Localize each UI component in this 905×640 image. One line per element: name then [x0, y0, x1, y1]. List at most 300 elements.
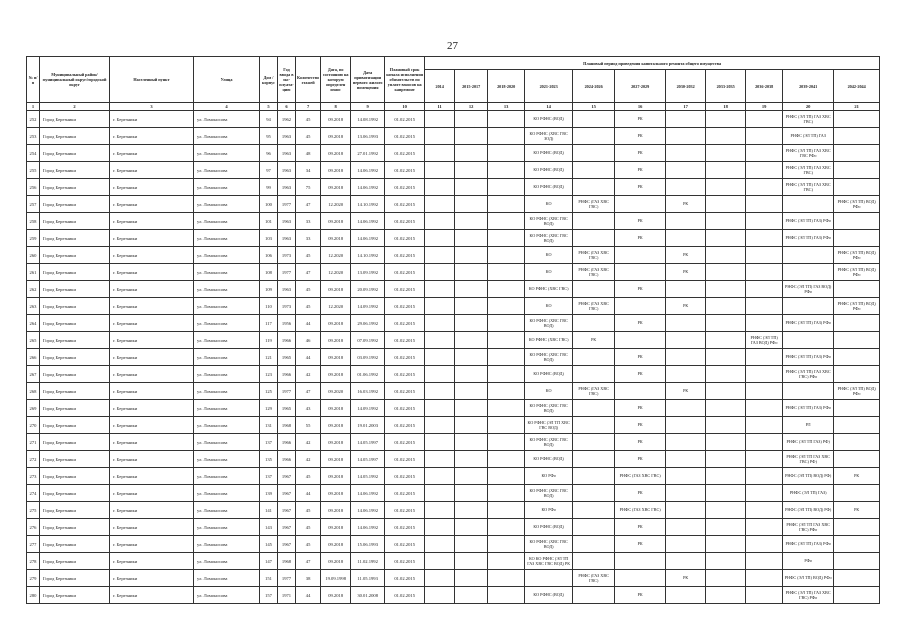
cell-priv-date: 13.09.1992	[351, 264, 385, 281]
cell-locality: г. Березники	[110, 383, 194, 400]
cell-street: ул. Ломоносова	[194, 383, 260, 400]
cell-period: РНФС (ГАЗ ХВС ГВС)	[615, 468, 666, 485]
cell-n: 257	[27, 196, 40, 213]
cell-n: 263	[27, 298, 40, 315]
cell-period	[425, 485, 455, 502]
cell-period	[573, 502, 615, 519]
cell-house: 123	[260, 366, 278, 383]
cell-district: Город Березники	[40, 179, 110, 196]
cell-street: ул. Ломоносова	[194, 281, 260, 298]
table-row	[27, 298, 880, 315]
cell-period	[706, 400, 746, 417]
cell-priv-date: 20.09.1992	[351, 281, 385, 298]
cell-period: КО КО РФНС (ЭЛ ТП ГАЗ ХВС ГВС ВОД) РК	[525, 553, 573, 570]
cell-period	[573, 366, 615, 383]
cell-house: 95	[260, 128, 278, 145]
cell-period: РНФС (ЭЛ ТП) ГАЗ)	[783, 485, 834, 502]
cell-locality: г. Березники	[110, 230, 194, 247]
table-row	[27, 400, 880, 417]
cell-period: РНФС (ЭЛ ТП) ВОД) РФо	[834, 298, 880, 315]
cell-n: 256	[27, 179, 40, 196]
cell-year: 1973	[278, 247, 296, 264]
cell-period	[455, 383, 488, 400]
cell-district: Город Березники	[40, 519, 110, 536]
cell-period	[706, 485, 746, 502]
cell-n: 270	[27, 417, 40, 434]
cell-period	[666, 213, 706, 230]
cell-period	[573, 349, 615, 366]
cell-period	[706, 247, 746, 264]
cell-period	[488, 247, 525, 264]
cell-period	[455, 247, 488, 264]
cell-period	[573, 485, 615, 502]
cell-street: ул. Ломоносова	[194, 366, 260, 383]
cell-floors: 45	[296, 128, 321, 145]
column-number-cell: 13	[488, 103, 525, 111]
cell-district: Город Березники	[40, 502, 110, 519]
cell-period	[834, 128, 880, 145]
cell-period	[746, 468, 783, 485]
cell-year: 1977	[278, 570, 296, 587]
header-period-cell: 2030-2032	[666, 70, 706, 103]
cell-wear-date: 09.2020	[321, 383, 351, 400]
cell-period	[425, 587, 455, 604]
cell-period	[834, 281, 880, 298]
cell-period	[488, 298, 525, 315]
column-number-cell: 3	[110, 103, 194, 111]
cell-priv-date: 30.01.2008	[351, 587, 385, 604]
column-number-cell: 21	[834, 103, 880, 111]
cell-period: КО РФНС (ХВС ГВС ВОД)	[525, 349, 573, 366]
cell-priv-date: 14.06.1992	[351, 213, 385, 230]
column-number-cell: 9	[351, 103, 385, 111]
cell-wear-date: 09.2018	[321, 111, 351, 128]
cell-street: ул. Ломоносова	[194, 400, 260, 417]
cell-floors: 33	[296, 213, 321, 230]
cell-period: РНФС (ЭЛ ТП) ВОД) РФо	[834, 196, 880, 213]
cell-period	[746, 128, 783, 145]
cell-period: КО РФНС (ВОД)	[525, 179, 573, 196]
cell-start: 01.02.2015	[385, 400, 425, 417]
cell-period	[834, 587, 880, 604]
cell-floors: 33	[296, 230, 321, 247]
cell-street: ул. Ломоносова	[194, 485, 260, 502]
cell-period	[573, 468, 615, 485]
table-row	[27, 179, 880, 196]
cell-start: 01.02.2015	[385, 536, 425, 553]
cell-period	[573, 145, 615, 162]
cell-period	[425, 281, 455, 298]
cell-period	[834, 179, 880, 196]
cell-district: Город Березники	[40, 366, 110, 383]
cell-priv-date: 27.01.1992	[351, 145, 385, 162]
cell-period	[783, 196, 834, 213]
cell-period	[746, 417, 783, 434]
header-cell: Дом / корпус	[260, 57, 278, 103]
table-row	[27, 434, 880, 451]
cell-period	[573, 434, 615, 451]
cell-locality: г. Березники	[110, 485, 194, 502]
cell-period: РК	[615, 451, 666, 468]
cell-period: КО РФНС (ВОД)	[525, 451, 573, 468]
table-row	[27, 485, 880, 502]
cell-house: 94	[260, 111, 278, 128]
header-period-cell: 2014	[425, 70, 455, 103]
cell-period	[706, 264, 746, 281]
cell-period	[615, 383, 666, 400]
cell-year: 1971	[278, 587, 296, 604]
cell-wear-date: 09.2018	[321, 145, 351, 162]
cell-district: Город Березники	[40, 570, 110, 587]
cell-period	[488, 332, 525, 349]
cell-period	[488, 196, 525, 213]
cell-period: РНФС (ГАЗ ХВС ГВС)	[573, 383, 615, 400]
cell-period	[488, 434, 525, 451]
cell-priv-date: 01.06.1992	[351, 366, 385, 383]
cell-start: 01.02.2015	[385, 434, 425, 451]
cell-n: 275	[27, 502, 40, 519]
column-number-cell: 5	[260, 103, 278, 111]
cell-period	[746, 366, 783, 383]
cell-period	[746, 485, 783, 502]
cell-period	[615, 553, 666, 570]
cell-house: 96	[260, 145, 278, 162]
cell-street: ул. Ломоносова	[194, 111, 260, 128]
cell-period	[706, 383, 746, 400]
cell-period	[666, 536, 706, 553]
cell-district: Город Березники	[40, 281, 110, 298]
cell-period	[706, 468, 746, 485]
cell-street: ул. Ломоносова	[194, 145, 260, 162]
cell-period: РНФС (ЭЛ ТП) ГАЗ ВОД) РФо	[783, 281, 834, 298]
cell-district: Город Березники	[40, 145, 110, 162]
cell-period	[455, 417, 488, 434]
cell-house: 100	[260, 196, 278, 213]
cell-n: 269	[27, 400, 40, 417]
cell-period	[455, 536, 488, 553]
cell-period	[746, 111, 783, 128]
cell-period: РНФС (ЭЛ ТП ГАЗ) РФ)	[783, 434, 834, 451]
cell-period: РК	[615, 349, 666, 366]
cell-period: РК	[666, 298, 706, 315]
table-row	[27, 587, 880, 604]
header-cell: Плановый срок начала исполнения обязательств по уплате взносов на капремонт	[385, 57, 425, 103]
cell-house: 121	[260, 349, 278, 366]
cell-period	[834, 213, 880, 230]
cell-period	[783, 264, 834, 281]
cell-locality: г. Березники	[110, 434, 194, 451]
cell-period	[455, 587, 488, 604]
cell-period	[746, 570, 783, 587]
cell-period	[746, 213, 783, 230]
cell-priv-date: 19.01.2003	[351, 417, 385, 434]
cell-n: 271	[27, 434, 40, 451]
cell-locality: г. Березники	[110, 128, 194, 145]
cell-wear-date: 09.2018	[321, 162, 351, 179]
cell-period	[666, 111, 706, 128]
cell-period	[455, 128, 488, 145]
cell-year: 1977	[278, 196, 296, 213]
cell-street: ул. Ломоносова	[194, 468, 260, 485]
cell-floors: 45	[296, 281, 321, 298]
column-number-cell: 7	[296, 103, 321, 111]
cell-year: 1963	[278, 162, 296, 179]
cell-wear-date: 12.2020	[321, 298, 351, 315]
cell-period	[615, 196, 666, 213]
cell-district: Город Березники	[40, 230, 110, 247]
cell-floors: 43	[296, 400, 321, 417]
cell-n: 272	[27, 451, 40, 468]
cell-district: Город Березники	[40, 247, 110, 264]
cell-period: РК	[615, 111, 666, 128]
table-row	[27, 366, 880, 383]
header-cell: Дата приватизации первого жилого помещения	[351, 57, 385, 103]
header-period-cell: 2021-2023	[525, 70, 573, 103]
cell-street: ул. Ломоносова	[194, 247, 260, 264]
cell-wear-date: 09.2018	[321, 230, 351, 247]
cell-period	[425, 451, 455, 468]
cell-district: Город Березники	[40, 332, 110, 349]
column-number-cell: 12	[455, 103, 488, 111]
cell-period: КО	[525, 196, 573, 213]
cell-street: ул. Ломоносова	[194, 519, 260, 536]
cell-period	[425, 111, 455, 128]
cell-start: 01.02.2015	[385, 196, 425, 213]
cell-start: 01.02.2015	[385, 383, 425, 400]
cell-period: КО РФо	[525, 468, 573, 485]
cell-period	[573, 128, 615, 145]
cell-period: РК	[834, 502, 880, 519]
cell-period	[834, 417, 880, 434]
cell-period	[488, 451, 525, 468]
cell-priv-date: 14.08.1992	[351, 111, 385, 128]
cell-period: РНФС (ЭЛ ТП) ГАЗ ХВС ГВС РФо	[783, 145, 834, 162]
cell-house: 97	[260, 162, 278, 179]
cell-priv-date: 11.05.1993	[351, 570, 385, 587]
cell-wear-date: 09.2018	[321, 519, 351, 536]
cell-period: РК	[666, 196, 706, 213]
cell-period	[746, 434, 783, 451]
cell-start: 01.02.2015	[385, 315, 425, 332]
cell-floors: 44	[296, 349, 321, 366]
cell-priv-date: 14.10.1992	[351, 247, 385, 264]
cell-locality: г. Березники	[110, 332, 194, 349]
cell-period: КО РФНС (ХВС ГВС ВОД)	[525, 213, 573, 230]
cell-period: РК	[834, 468, 880, 485]
column-number-row	[27, 103, 880, 111]
column-number-cell: 18	[706, 103, 746, 111]
cell-period	[573, 417, 615, 434]
cell-period	[425, 536, 455, 553]
cell-floors: 42	[296, 366, 321, 383]
cell-period	[425, 400, 455, 417]
cell-period: РНФС (ЭЛ ТП) ГАЗ ХВС ГВС)	[783, 162, 834, 179]
cell-period	[488, 128, 525, 145]
cell-wear-date: 09.2018	[321, 434, 351, 451]
cell-period	[488, 417, 525, 434]
cell-period	[615, 332, 666, 349]
cell-period	[425, 128, 455, 145]
capital-repair-table-container	[26, 56, 880, 604]
cell-period	[834, 162, 880, 179]
table-row	[27, 502, 880, 519]
cell-floors: 55	[296, 417, 321, 434]
cell-period	[746, 587, 783, 604]
cell-period	[666, 434, 706, 451]
cell-period: РК	[615, 400, 666, 417]
cell-period	[455, 366, 488, 383]
cell-priv-date: 14.05.1997	[351, 451, 385, 468]
cell-period	[455, 111, 488, 128]
cell-n: 261	[27, 264, 40, 281]
cell-period: РНФС (ГАЗ ХВС ГВС)	[573, 298, 615, 315]
cell-period	[573, 400, 615, 417]
cell-district: Город Березники	[40, 417, 110, 434]
page-number: 27	[447, 40, 458, 52]
cell-n: 255	[27, 162, 40, 179]
header-cell: Количество этажей	[296, 57, 321, 103]
cell-period: РНФС (ЭЛ ТП) ВОД) РФо	[783, 570, 834, 587]
cell-locality: г. Березники	[110, 570, 194, 587]
cell-wear-date: 09.2018	[321, 417, 351, 434]
cell-period	[455, 179, 488, 196]
cell-period	[666, 281, 706, 298]
cell-year: 1977	[278, 383, 296, 400]
cell-period	[488, 349, 525, 366]
cell-floors: 45	[296, 502, 321, 519]
cell-wear-date: 09.2018	[321, 128, 351, 145]
cell-period: РК	[666, 383, 706, 400]
cell-period	[425, 247, 455, 264]
cell-year: 1963	[278, 213, 296, 230]
cell-n: 273	[27, 468, 40, 485]
cell-start: 01.02.2015	[385, 179, 425, 196]
cell-house: 151	[260, 570, 278, 587]
cell-period	[706, 502, 746, 519]
cell-period: КО РФНС (ХВС ГВС ВОД)	[525, 434, 573, 451]
cell-period: РНФС (ЭЛ ТП) ГАЗ) РФо	[783, 349, 834, 366]
cell-period	[425, 230, 455, 247]
cell-period: РНФС (ЭЛ ТП) ГАЗ ХВС ГВС)	[783, 179, 834, 196]
cell-wear-date: 09.2018	[321, 536, 351, 553]
header-period-cell: 2024-2026	[573, 70, 615, 103]
cell-n: 279	[27, 570, 40, 587]
table-row	[27, 264, 880, 281]
cell-street: ул. Ломоносова	[194, 298, 260, 315]
cell-priv-date: 16.03.1992	[351, 383, 385, 400]
cell-period	[746, 451, 783, 468]
cell-district: Город Березники	[40, 349, 110, 366]
cell-period: РНФС (ЭЛ ТП ГАЗ ХВС ГВС) РФо	[783, 519, 834, 536]
column-number-cell: 6	[278, 103, 296, 111]
cell-year: 1966	[278, 451, 296, 468]
cell-period	[573, 179, 615, 196]
cell-period	[425, 332, 455, 349]
table-row	[27, 213, 880, 230]
cell-period	[706, 519, 746, 536]
cell-period: РНФС (ГАЗ ХВС ГВС)	[615, 502, 666, 519]
cell-period	[834, 332, 880, 349]
cell-floors: 46	[296, 332, 321, 349]
cell-period	[425, 502, 455, 519]
cell-period	[488, 111, 525, 128]
cell-period: РНФС (ЭЛ ТП) ВОД) РФ)	[783, 468, 834, 485]
cell-period	[834, 553, 880, 570]
header-cell: Улица	[194, 57, 260, 103]
cell-house: 129	[260, 400, 278, 417]
cell-period	[488, 366, 525, 383]
cell-period: КО РФНС (ВОД)	[525, 162, 573, 179]
cell-start: 01.02.2015	[385, 587, 425, 604]
cell-period	[488, 502, 525, 519]
cell-period	[455, 230, 488, 247]
cell-floors: 45	[296, 298, 321, 315]
cell-period: РНФС (ГАЗ ХВС ГВС)	[573, 570, 615, 587]
cell-period	[615, 264, 666, 281]
cell-start: 01.02.2015	[385, 128, 425, 145]
cell-period: РНФС (ЭЛ ТП) ГАЗ ХВС ГВС) РФо	[783, 366, 834, 383]
cell-floors: 48	[296, 145, 321, 162]
cell-period	[706, 366, 746, 383]
cell-priv-date: 03.09.1992	[351, 349, 385, 366]
cell-year: 1967	[278, 536, 296, 553]
table-row	[27, 315, 880, 332]
cell-house: 147	[260, 553, 278, 570]
header-row-top	[27, 57, 880, 70]
cell-period	[488, 553, 525, 570]
header-period-cell: 2018-2020	[488, 70, 525, 103]
cell-house: 145	[260, 536, 278, 553]
cell-year: 1963	[278, 230, 296, 247]
cell-start: 01.02.2015	[385, 281, 425, 298]
cell-period	[706, 213, 746, 230]
cell-year: 1967	[278, 485, 296, 502]
cell-start: 01.02.2015	[385, 519, 425, 536]
table-row	[27, 451, 880, 468]
cell-house: 117	[260, 315, 278, 332]
cell-period	[488, 145, 525, 162]
cell-house: 143	[260, 519, 278, 536]
cell-period	[746, 536, 783, 553]
table-row	[27, 247, 880, 264]
cell-period	[425, 417, 455, 434]
column-number-cell: 10	[385, 103, 425, 111]
cell-period	[666, 417, 706, 434]
cell-period	[573, 162, 615, 179]
cell-district: Город Березники	[40, 315, 110, 332]
cell-start: 01.02.2015	[385, 247, 425, 264]
cell-period	[666, 145, 706, 162]
cell-period: РК	[615, 536, 666, 553]
cell-period	[666, 315, 706, 332]
cell-period	[488, 230, 525, 247]
cell-floors: 45	[296, 247, 321, 264]
cell-priv-date: 14.05.1997	[351, 434, 385, 451]
cell-n: 265	[27, 332, 40, 349]
cell-district: Город Березники	[40, 434, 110, 451]
cell-period	[706, 553, 746, 570]
cell-period: РНФС (ГАЗ ХВС ГВС)	[573, 264, 615, 281]
cell-period	[425, 349, 455, 366]
cell-period	[666, 366, 706, 383]
cell-period	[783, 247, 834, 264]
cell-priv-date: 11.02.1992	[351, 553, 385, 570]
cell-year: 1977	[278, 264, 296, 281]
cell-period	[488, 383, 525, 400]
cell-period	[573, 315, 615, 332]
cell-period: РК	[615, 213, 666, 230]
cell-house: 119	[260, 332, 278, 349]
